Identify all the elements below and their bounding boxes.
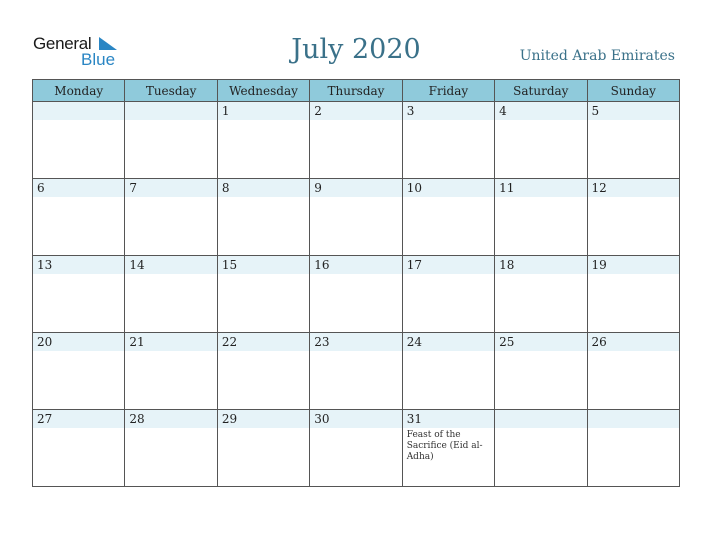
day-number: 31 <box>403 410 494 428</box>
day-number: 19 <box>588 256 679 274</box>
day-number: 21 <box>125 333 216 351</box>
logo-triangle-icon <box>97 37 117 51</box>
day-cell <box>587 333 679 410</box>
day-cell <box>33 410 125 487</box>
day-number: 28 <box>125 410 216 428</box>
weekday-header-saturday: Saturday <box>495 80 587 102</box>
day-cell <box>310 256 402 333</box>
day-cell <box>217 102 309 179</box>
day-number <box>33 102 124 120</box>
day-number <box>495 410 586 428</box>
day-cell <box>310 333 402 410</box>
day-number: 14 <box>125 256 216 274</box>
day-cell <box>587 410 679 487</box>
day-number: 26 <box>588 333 679 351</box>
day-number <box>125 102 216 120</box>
day-cell <box>217 410 309 487</box>
country-label: United Arab Emirates <box>519 48 675 64</box>
day-number: 6 <box>33 179 124 197</box>
day-number: 12 <box>588 179 679 197</box>
day-number: 16 <box>310 256 401 274</box>
day-cell <box>402 102 494 179</box>
holiday-event-label: Feast of the Sacrifice (Eid al-Adha) <box>406 430 483 462</box>
day-cell <box>587 256 679 333</box>
day-number: 7 <box>125 179 216 197</box>
day-cell <box>33 256 125 333</box>
day-number: 8 <box>218 179 309 197</box>
day-number: 10 <box>403 179 494 197</box>
day-cell <box>125 179 217 256</box>
day-number: 25 <box>495 333 586 351</box>
day-number: 2 <box>310 102 401 120</box>
day-cell <box>495 102 587 179</box>
weekday-header-wednesday: Wednesday <box>217 80 309 102</box>
day-cell <box>310 179 402 256</box>
day-number: 9 <box>310 179 401 197</box>
day-cell <box>125 410 217 487</box>
day-cell <box>310 102 402 179</box>
day-number: 4 <box>495 102 586 120</box>
day-number: 15 <box>218 256 309 274</box>
day-cell <box>402 410 494 487</box>
weekday-header-sunday: Sunday <box>587 80 679 102</box>
day-cell <box>33 333 125 410</box>
weekday-header-friday: Friday <box>402 80 494 102</box>
day-cell <box>217 256 309 333</box>
day-cell <box>125 102 217 179</box>
weekday-header-monday: Monday <box>33 80 125 102</box>
day-number: 1 <box>218 102 309 120</box>
day-number: 24 <box>403 333 494 351</box>
weekday-header-tuesday: Tuesday <box>125 80 217 102</box>
day-cell <box>217 179 309 256</box>
generalblue-logo <box>33 34 133 70</box>
day-cell <box>310 410 402 487</box>
weekday-header-thursday: Thursday <box>310 80 402 102</box>
day-number: 13 <box>33 256 124 274</box>
day-cell <box>33 102 125 179</box>
day-number: 23 <box>310 333 401 351</box>
day-number: 30 <box>310 410 401 428</box>
week-row-4 <box>33 333 680 410</box>
week-row-1 <box>33 102 680 179</box>
calendar-title: July 2020 <box>291 34 421 65</box>
day-number: 11 <box>495 179 586 197</box>
logo-text-blue: Blue <box>81 50 116 69</box>
calendar-grid <box>32 79 680 487</box>
day-cell <box>402 333 494 410</box>
day-cell <box>217 333 309 410</box>
day-cell <box>402 256 494 333</box>
week-row-3 <box>33 256 680 333</box>
day-number: 22 <box>218 333 309 351</box>
logo-text-general: General <box>33 34 92 53</box>
day-cell <box>402 179 494 256</box>
day-cell <box>495 333 587 410</box>
day-cell <box>125 333 217 410</box>
day-number: 3 <box>403 102 494 120</box>
day-number: 5 <box>588 102 679 120</box>
week-row-2 <box>33 179 680 256</box>
day-cell <box>495 256 587 333</box>
day-cell <box>495 179 587 256</box>
day-cell <box>587 179 679 256</box>
day-cell <box>125 256 217 333</box>
day-number: 20 <box>33 333 124 351</box>
day-cell <box>587 102 679 179</box>
week-row-5 <box>33 410 680 487</box>
day-number: 18 <box>495 256 586 274</box>
day-number: 17 <box>403 256 494 274</box>
day-number: 29 <box>218 410 309 428</box>
day-number <box>588 410 679 428</box>
day-cell <box>33 179 125 256</box>
weekday-header-row <box>33 80 680 102</box>
day-number: 27 <box>33 410 124 428</box>
day-cell <box>495 410 587 487</box>
